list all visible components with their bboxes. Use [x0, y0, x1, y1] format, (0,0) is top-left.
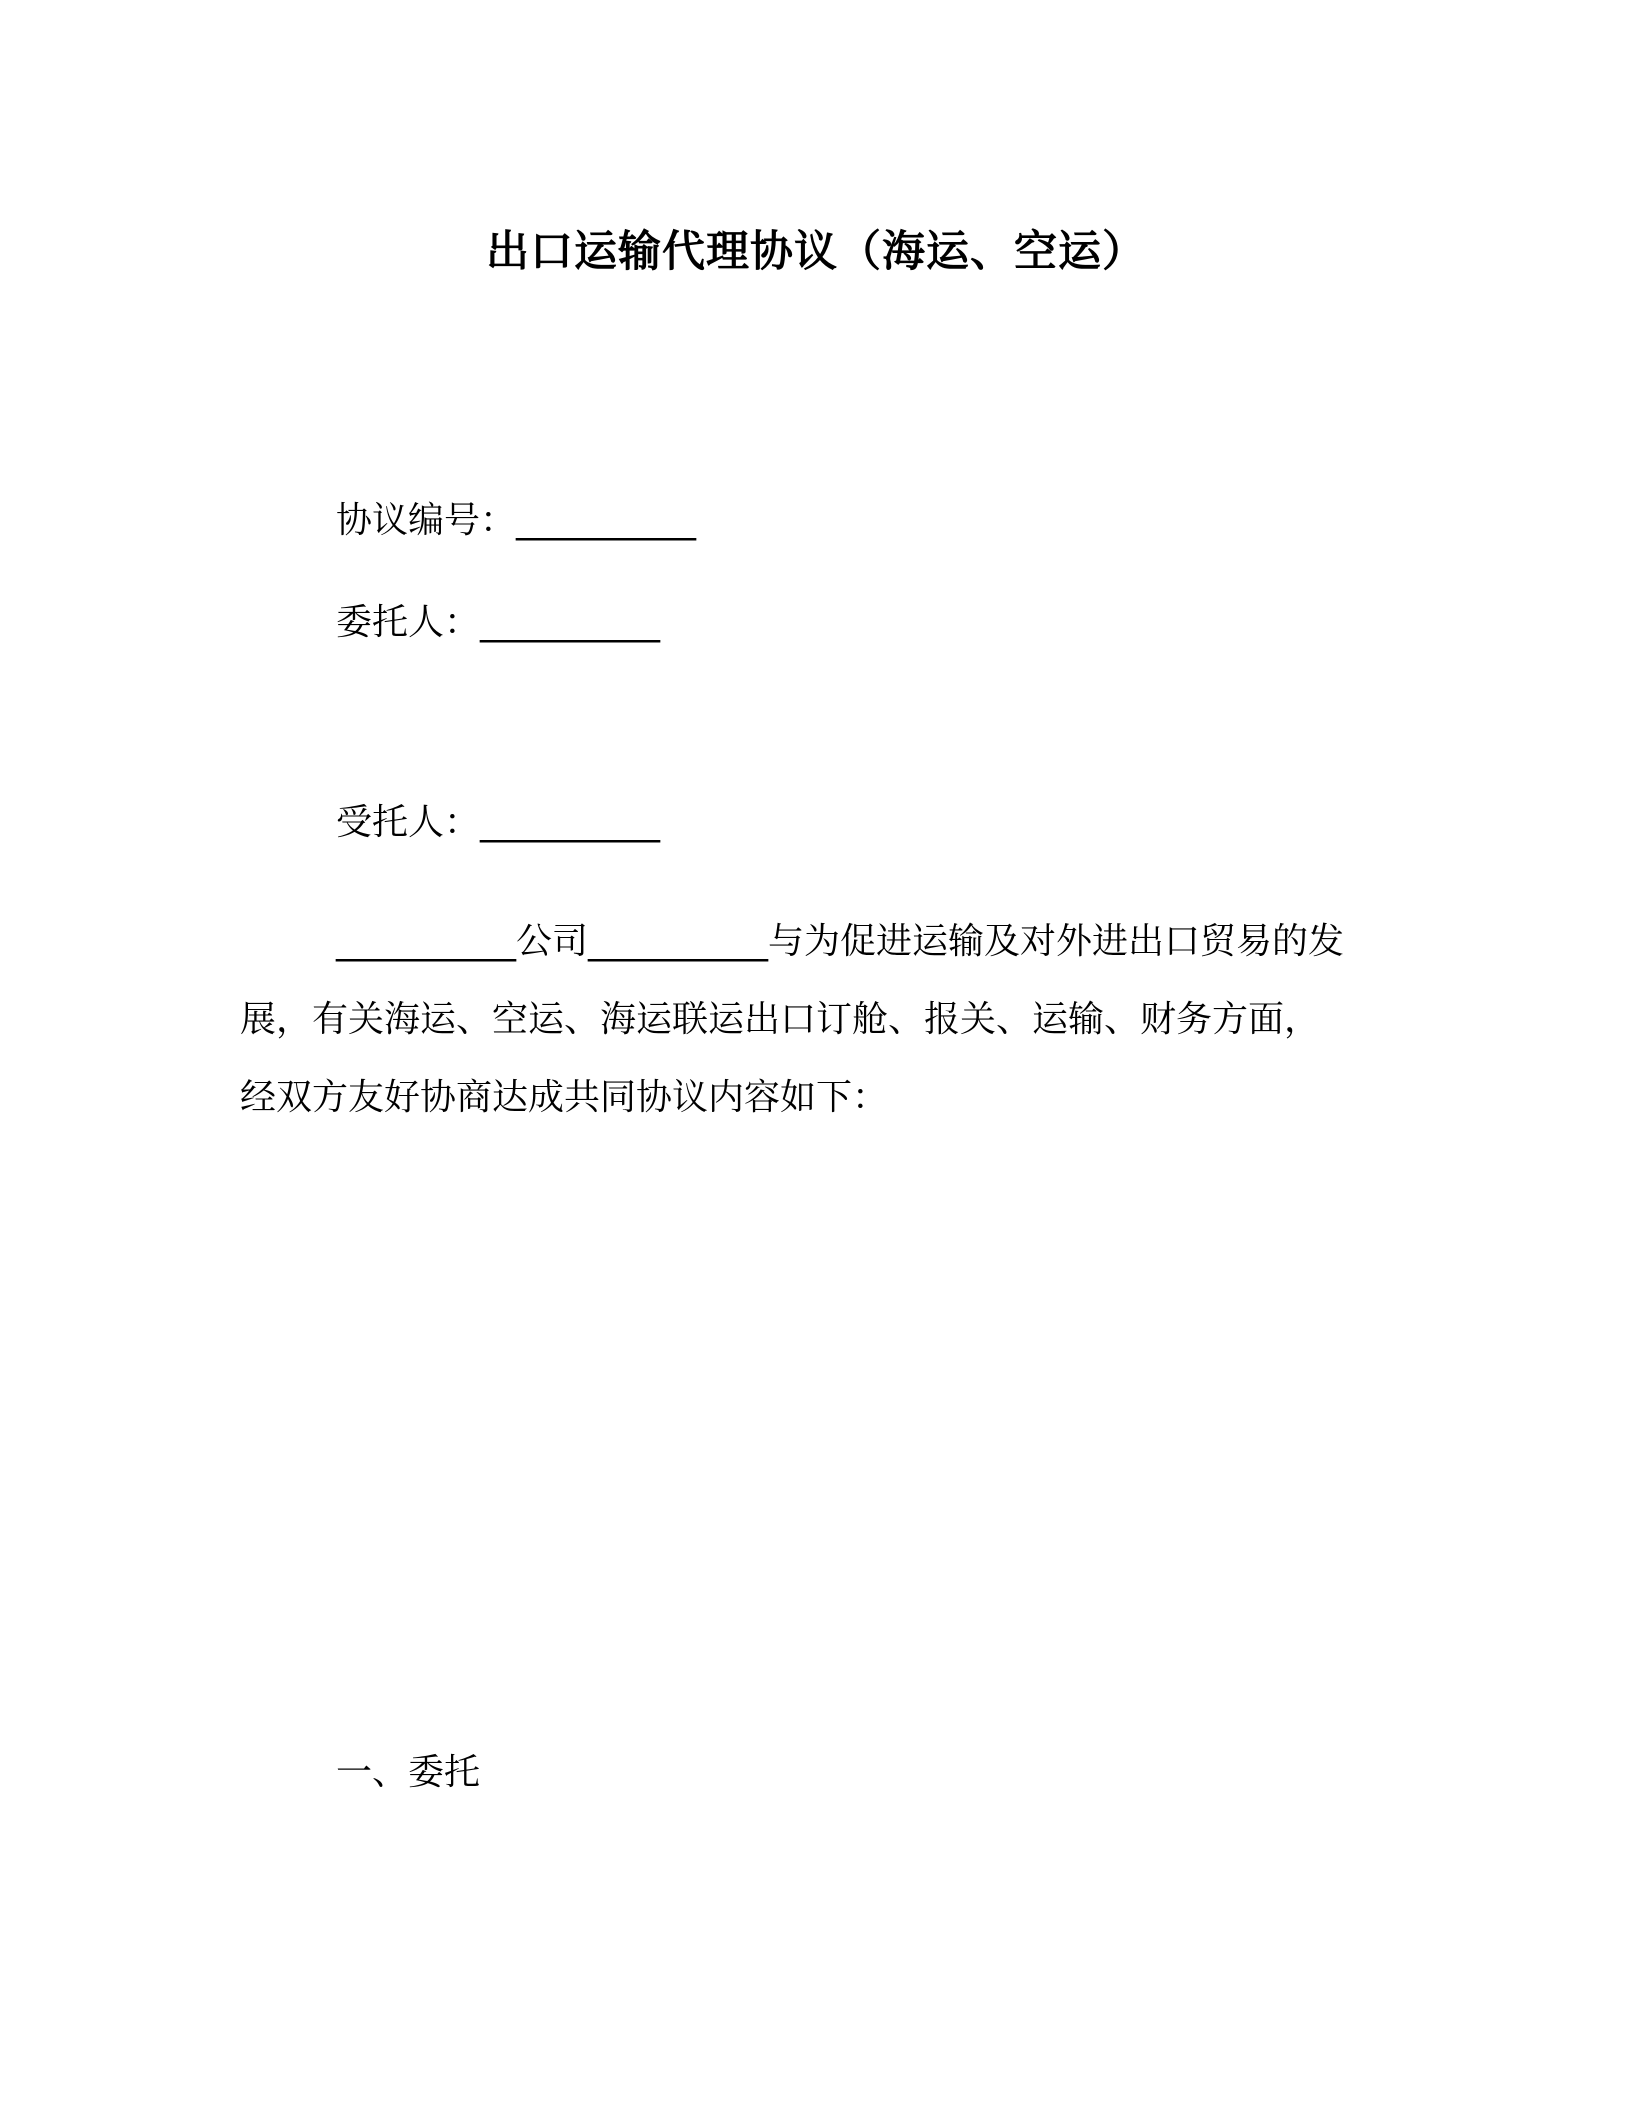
client-blank: __________: [480, 602, 661, 643]
agent-blank: __________: [480, 802, 661, 843]
section-heading-1: 一、委托: [336, 1752, 481, 1793]
intro-line-1: [240, 903, 1390, 981]
intro-paragraph: [240, 903, 1390, 1137]
intro-company: 公司: [516, 921, 589, 962]
document-title: 出口运输代理协议（海运、空运）: [486, 227, 1146, 277]
intro-line-3: 经双方友好协商达成共同协议内容如下：: [240, 1077, 889, 1118]
intro-blank-2: __________: [588, 921, 769, 962]
agent-field: [336, 798, 660, 848]
agreement-number-field: [336, 496, 696, 546]
agreement-number-label: 协议编号：: [336, 500, 517, 541]
intro-line-2: 展，有关海运、空运、海运联运出口订舱、报关、运输、财务方面，: [240, 999, 1321, 1040]
intro-blank-1: __________: [336, 921, 516, 962]
agreement-number-blank: __________: [516, 500, 697, 541]
client-field: [336, 598, 660, 648]
intro-text-1: 与为促进运输及对外进出口贸易的发: [768, 921, 1345, 962]
client-label: 委托人：: [336, 602, 481, 643]
agent-label: 受托人：: [336, 802, 481, 843]
